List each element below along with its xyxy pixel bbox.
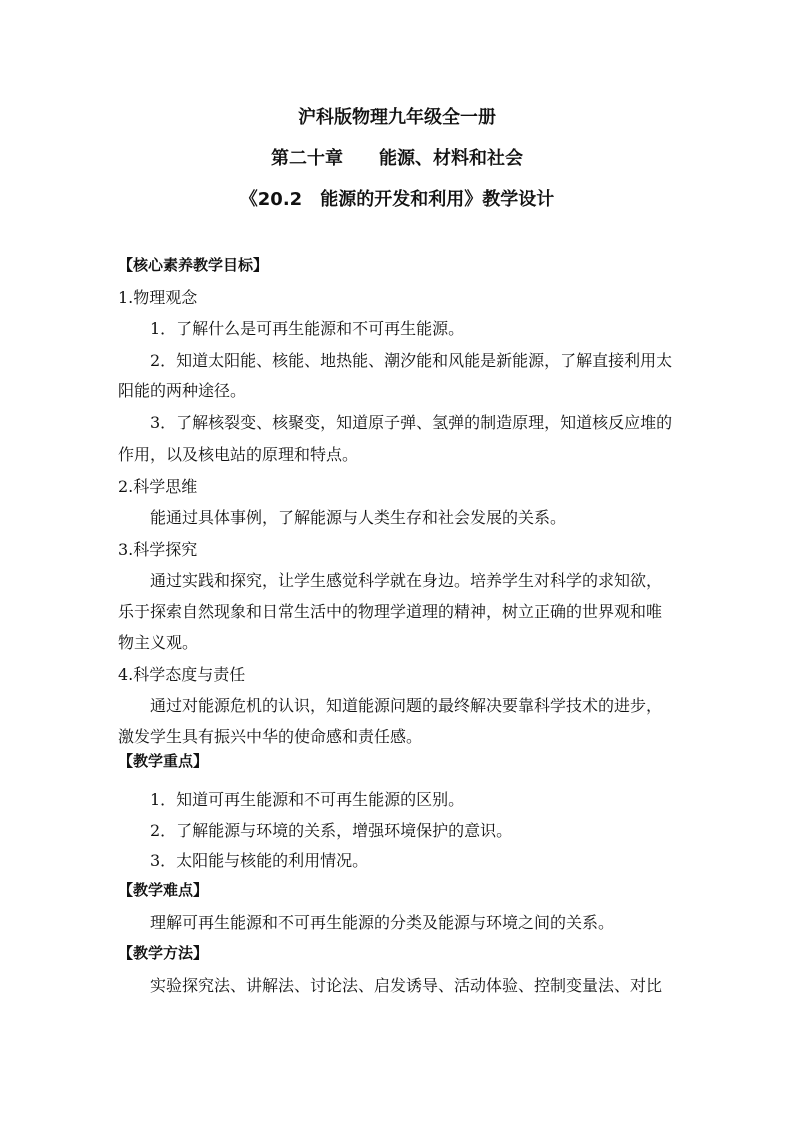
key-point-1: 1．知道可再生能源和不可再生能源的区别。 [150, 790, 465, 809]
goal-1-2-line2: 阳能的两种途径。 [118, 381, 247, 400]
goal-3-1-line2: 乐于探索自然现象和日常生活中的物理学道理的精神，树立正确的世界观和唯 [118, 602, 663, 621]
goal-3-1-line1: 通过实践和探究，让学生感觉科学就在身边。培养学生对科学的求知欲， [150, 571, 663, 590]
section-3-title: 3.科学探究 [118, 540, 198, 559]
book-title: 沪科版物理九年级全一册 [298, 107, 496, 128]
chapter-title: 第二十章 能源、材料和社会 [271, 148, 523, 169]
section-4-title: 4.科学态度与责任 [118, 665, 246, 684]
difficulty-1: 理解可再生能源和不可再生能源的分类及能源与环境之间的关系。 [150, 913, 615, 932]
lesson-title: 《20.2 能源的开发和利用》教学设计 [239, 189, 555, 210]
section-2-title: 2.科学思维 [118, 477, 198, 496]
key-points-heading: 【教学重点】 [118, 752, 209, 770]
core-goals-heading: 【核心素养教学目标】 [118, 256, 269, 274]
goal-1-3-line1: 3．了解核裂变、核聚变，知道原子弹、氢弹的制造原理，知道核反应堆的 [150, 413, 673, 432]
difficulty-heading: 【教学难点】 [118, 881, 209, 899]
goal-1-3-line2: 作用，以及核电站的原理和特点。 [118, 445, 359, 464]
goal-1-2-line1: 2．知道太阳能、核能、地热能、潮汐能和风能是新能源，了解直接利用太 [150, 351, 673, 370]
section-1-title: 1.物理观念 [118, 288, 198, 307]
key-point-3: 3．太阳能与核能的利用情况。 [150, 851, 369, 870]
method-heading: 【教学方法】 [118, 944, 209, 962]
goal-1-1: 1．了解什么是可再生能源和不可再生能源。 [150, 319, 465, 338]
goal-4-1-line2: 激发学生具有振兴中华的使命感和责任感。 [118, 727, 423, 746]
goal-3-1-line3: 物主义观。 [118, 633, 199, 652]
goal-2-1: 能通过具体事例，了解能源与人类生存和社会发展的关系。 [150, 508, 567, 527]
key-point-2: 2．了解能源与环境的关系，增强环境保护的意识。 [150, 821, 513, 840]
goal-4-1-line1: 通过对能源危机的认识，知道能源问题的最终解决要靠科学技术的进步， [150, 696, 663, 715]
method-1: 实验探究法、讲解法、讨论法、启发诱导、活动体验、控制变量法、对比 [150, 976, 663, 995]
